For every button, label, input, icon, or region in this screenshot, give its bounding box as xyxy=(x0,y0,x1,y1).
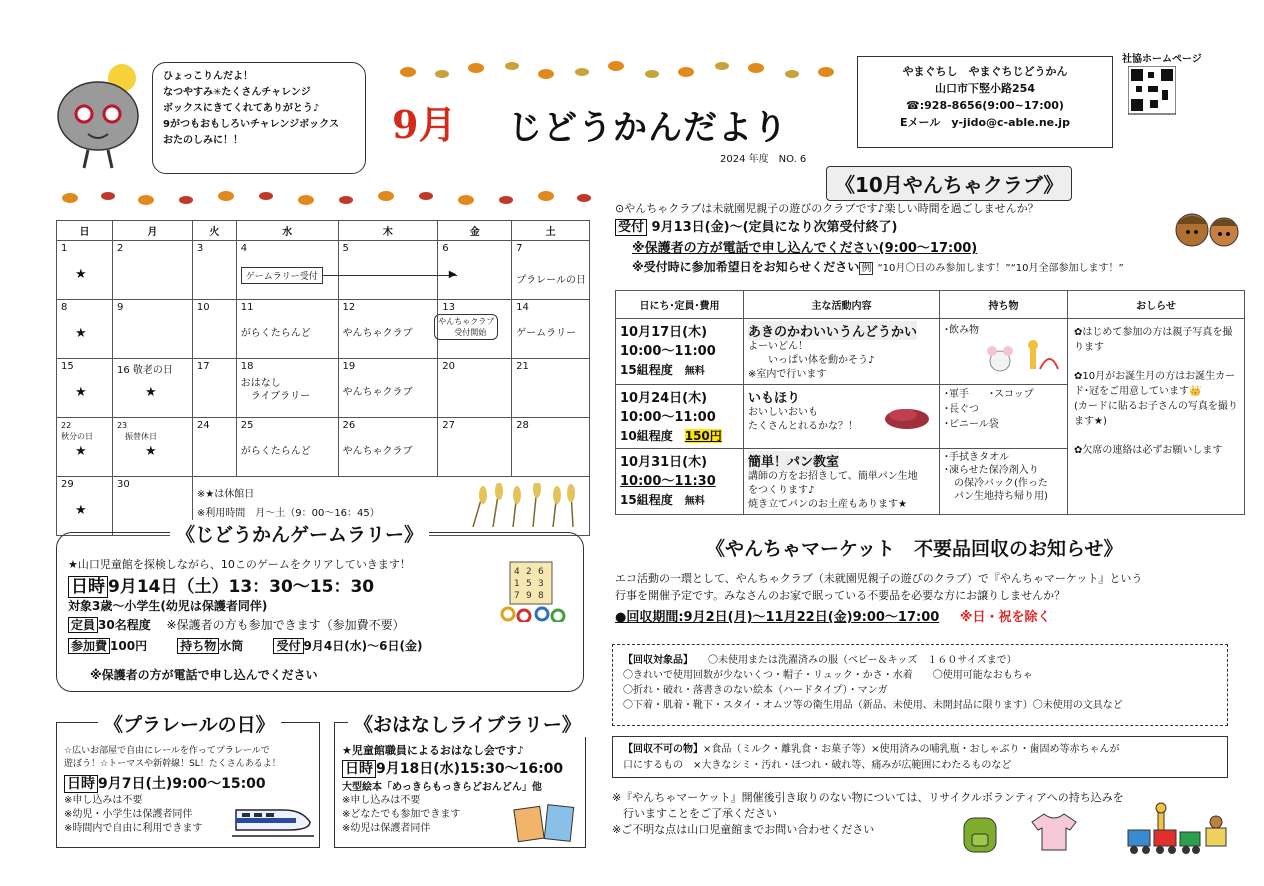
calendar-day: 11 がらくたらんど xyxy=(236,300,338,359)
calendar-day: 3 xyxy=(192,241,236,300)
title-month: 9月 xyxy=(392,102,457,147)
notice-cell xyxy=(1068,319,1245,515)
email: Eメール y-jido@c-able.ne.jp xyxy=(900,116,1070,129)
picture-books-icon xyxy=(512,802,580,844)
event-fee: 無料 xyxy=(684,496,705,507)
calendar-day: 14 ゲームラリー xyxy=(512,300,590,359)
market-period-row xyxy=(615,606,1050,625)
example-text: “10月〇日のみ参加します！”“10月全部参加します！” xyxy=(877,263,1124,274)
weekday-header: 木 xyxy=(338,221,438,241)
game-fee-row xyxy=(68,637,423,654)
date-label: 日時 xyxy=(342,760,376,778)
fee-label: 参加費 xyxy=(68,638,110,654)
notice-item: ✿はじめて参加の方は親子写真を撮ります xyxy=(1074,327,1233,353)
calendar-event: ゲームラリー xyxy=(516,328,577,339)
footer-line: ※ご不明な点は山口児童館までお問い合わせください xyxy=(612,823,875,836)
date-cell xyxy=(616,319,744,385)
weekday-header: 水 xyxy=(236,221,338,241)
speech-line: なつやすみ✳たくさんチャレンジ xyxy=(163,87,311,98)
calendar-day: 10 xyxy=(192,300,236,359)
toy-train-giraffe-icon xyxy=(1124,802,1232,856)
accepted-title: 【回収対象品】 xyxy=(623,655,688,666)
plarail-notes xyxy=(64,794,202,836)
rejected-item: 口にするもの ×大きなシミ・汚れ・ほつれ・破れ等、痛みが広範囲にわたるものなど xyxy=(623,760,1012,771)
arrow-head-icon: ▶ xyxy=(448,269,457,280)
calendar-day: 26 やんちゃクラブ xyxy=(338,418,438,477)
example-label: 例 xyxy=(861,263,872,274)
game-target-row xyxy=(68,597,267,614)
table-header: 日にち･定員･費用 xyxy=(616,291,744,319)
item: ･凍らせた保冷剤入り xyxy=(944,465,1039,476)
accepted-items-box xyxy=(612,644,1228,726)
svg-text:5: 5 xyxy=(526,579,532,589)
calendar-day: 15 ★ xyxy=(57,359,113,418)
closed-note: ※★は休館日 xyxy=(196,489,255,500)
activity-desc: いっぱい体を動かそう♪ xyxy=(748,355,875,366)
item: の保冷バック(作った xyxy=(944,478,1048,489)
calendar-day: 6 xyxy=(438,241,512,300)
svg-text:6: 6 xyxy=(538,567,544,577)
event-capacity: 15組程度 xyxy=(620,363,673,377)
rejected-item: ×食品（ミルク・離乳食・お菓子等）×使用済みの哺乳瓶・おしゃぶり・歯固め等赤ちゃんが xyxy=(703,744,1120,755)
qr-code-icon[interactable] xyxy=(1128,66,1176,122)
desc-line: ☆広いお部屋で自由にレールを作ってプラレールで xyxy=(64,746,270,756)
weekday-header: 月 xyxy=(112,221,192,241)
calendar-event: おはなし ライブラリー xyxy=(240,378,311,402)
calendar-day: 24 xyxy=(192,418,236,477)
calendar-day: 30 xyxy=(112,477,192,536)
game-fee: 100円 xyxy=(110,639,148,653)
calendar-event: やんちゃクラブ xyxy=(342,387,413,398)
capacity-note: ※保護者の方も参加できます（参加費不要） xyxy=(166,618,405,632)
game-rally-title: 《じどうかんゲームラリー》 xyxy=(170,520,429,547)
activity-desc: 講師の方をお招きして、簡単パン生地 xyxy=(748,471,918,482)
note-line: ※幼児は保護者同伴 xyxy=(342,823,431,834)
activity-title: 簡単！パン教室 xyxy=(748,451,839,470)
date-cell xyxy=(616,449,744,515)
bullet-train-icon xyxy=(232,800,314,842)
closed-star: ★ xyxy=(75,326,87,341)
svg-text:4: 4 xyxy=(514,567,520,577)
mouse-giraffe-icon xyxy=(980,339,1060,377)
hyokkorin-character-illustration xyxy=(48,64,154,174)
accepted-item: 〇折れ・破れ・落書きのない絵本（ハードタイプ）・マンガ xyxy=(623,685,888,696)
yancha-phone-note: ※保護者の方が電話で申し込んでください(9:00～17:00) xyxy=(632,241,978,256)
library-title: 《おはなしライブラリー》 xyxy=(348,710,587,737)
calendar-day: 22 秋分の日 ★ xyxy=(57,418,113,477)
items-cell xyxy=(940,385,1068,449)
plarail-title: 《プラレールの日》 xyxy=(98,710,281,737)
closed-star: ★ xyxy=(75,503,87,518)
speech-bubble xyxy=(152,62,366,174)
target-label: 対象 xyxy=(68,599,93,613)
library-notes xyxy=(342,794,460,836)
reception-label: 受付 xyxy=(273,638,303,654)
arrow-line xyxy=(307,275,457,276)
backpack-icon xyxy=(958,810,1002,854)
yancha-intro: ⊙やんちゃクラブは未就園児親子の遊びのクラブです♪楽しい時間を過ごしませんか？ xyxy=(615,202,1039,215)
period-note: ※日・祝を除く xyxy=(959,610,1051,625)
info-line: やまぐちし やまぐちじどうかん xyxy=(902,65,1068,78)
game-reception: 9月4日(水)～6日(金) xyxy=(303,639,423,653)
acorn-characters-icon xyxy=(1168,198,1248,250)
activity-cell xyxy=(744,449,940,515)
plarail-date-row xyxy=(64,773,266,793)
hours-note: ※利用時間 月～土（9：00～16：45） xyxy=(196,508,380,519)
yancha-schedule-table xyxy=(615,290,1245,515)
yancha-reception-box: やんちゃクラブ 受付開始 xyxy=(434,314,498,340)
event-capacity: 10組程度 xyxy=(620,429,673,443)
library-desc: ★児童館職員によるおはなし会です♪ xyxy=(342,744,524,757)
event-time: 10:00～11:00 xyxy=(620,410,716,425)
calendar-day: 28 xyxy=(512,418,590,477)
autumn-leaves-garland-icon xyxy=(56,184,596,212)
calendar-event: がらくたらんど xyxy=(240,328,311,339)
activity-cell xyxy=(744,319,940,385)
calendar-day: 23 振替休日 ★ xyxy=(112,418,192,477)
calendar-day: 25 がらくたらんど xyxy=(236,418,338,477)
sweet-potato-icon xyxy=(883,401,931,435)
calendar-day: 19 やんちゃクラブ xyxy=(338,359,438,418)
activity-desc: をつくります♪ xyxy=(748,485,815,496)
footer-line: ※『やんちゃマーケット』開催後引き取りのない物については、リサイクルボランティアへの持ち込みを xyxy=(612,791,1124,804)
event-capacity: 15組程度 xyxy=(620,493,673,507)
calendar-day: 2 xyxy=(112,241,192,300)
calendar-day: 4 ゲームラリー受付 ▶ xyxy=(236,241,338,300)
item: ･手拭きタオル xyxy=(944,452,1009,463)
note-line: ※幼児・小学生は保護者同伴 xyxy=(64,809,193,820)
calendar-day: 18 おはなし ライブラリー xyxy=(236,359,338,418)
closed-star: ★ xyxy=(75,444,87,459)
item: ･軍手 ･スコップ xyxy=(944,389,1034,400)
september-calendar xyxy=(56,220,590,536)
table-header: おしらせ xyxy=(1068,291,1245,319)
calendar-day: 21 xyxy=(512,359,590,418)
calendar-event: やんちゃクラブ xyxy=(342,328,413,339)
library-date: 9月18日(水)15:30～16:00 xyxy=(376,761,564,777)
yancha-reception: 9月13日(金)～(定員になり次第受付終了) xyxy=(651,220,898,235)
game-item: 水筒 xyxy=(219,639,244,653)
calendar-day: 27 xyxy=(438,418,512,477)
plarail-date: 9月7日(土)9:00～15:00 xyxy=(98,776,266,792)
bingo-game-icon xyxy=(494,558,570,622)
calendar-day: 20 xyxy=(438,359,512,418)
library-book: 大型絵本「めっきらもっきらどおんどん」他 xyxy=(342,782,542,793)
date-label: 日時 xyxy=(68,576,108,598)
yancha-reception-row xyxy=(615,216,897,235)
phone: ☎:928-8656(9:00~17:00) xyxy=(906,99,1064,112)
date-label: 日時 xyxy=(64,775,98,793)
note-line: ※どなたでも参加できます xyxy=(342,809,461,820)
note-line: ※時間内で自由に利用できます xyxy=(64,823,203,834)
newsletter-title: じどうかんだより xyxy=(508,108,788,148)
market-title: 《やんちゃマーケット 不要品回収のお知らせ》 xyxy=(706,538,1123,560)
autumn-leaves-garland-icon xyxy=(396,56,836,84)
address: 山口市下竪小路254 xyxy=(935,82,1035,95)
event-time: 10:00～11:00 xyxy=(620,344,716,359)
calendar-event: プラレールの日 xyxy=(516,275,586,286)
rejected-title: 【回収不可の物】 xyxy=(623,744,703,755)
closed-star: ★ xyxy=(144,444,157,459)
table-header: 持ち物 xyxy=(940,291,1068,319)
svg-text:2: 2 xyxy=(526,567,532,577)
plarail-desc xyxy=(64,745,281,771)
item: ･長ぐつ xyxy=(944,404,979,415)
weekday-header: 日 xyxy=(57,221,113,241)
weekday-header: 土 xyxy=(512,221,590,241)
svg-text:9: 9 xyxy=(526,591,532,601)
item: ･ビニール袋 xyxy=(944,419,999,430)
svg-text:8: 8 xyxy=(538,591,544,601)
game-lead: ★山口児童館を探検しながら、10このゲームをクリアしていきます！ xyxy=(68,558,411,571)
contact-info-box xyxy=(857,56,1113,148)
library-date-row xyxy=(342,758,563,778)
event-fee: 150円 xyxy=(684,429,722,443)
market-desc xyxy=(615,570,1142,604)
desc-line: 行事を開催予定です。みなさんのお家で眠っている不要品を必要な方にお譲りしませんか？ xyxy=(615,589,1066,602)
accepted-item: 〇未使用または洗濯済みの服（ベビー＆キッズ １６０サイズまで） xyxy=(708,655,1017,666)
game-capacity: 30名程度 xyxy=(98,618,151,632)
desc-line: エコ活動の一環として、やんちゃクラブ（未就園児親子の遊びのクラブ）で『やんちゃマーケット』という xyxy=(615,572,1143,585)
date-cell xyxy=(616,385,744,449)
weekday-header: 金 xyxy=(438,221,512,241)
capacity-label: 定員 xyxy=(68,617,98,633)
activity-desc: よーいどん！ xyxy=(748,341,808,352)
speech-line: 9がつもおもしろいチャレンジボックス xyxy=(163,119,340,130)
notice-item: (カードに貼るお子さんの写真を撮ります★) xyxy=(1074,401,1238,427)
closed-star: ★ xyxy=(144,385,157,400)
game-rally-reception-box: ゲームラリー受付 xyxy=(241,267,323,284)
speech-line: ボックスにきてくれてありがとう♪ xyxy=(163,103,320,114)
weekday-header: 火 xyxy=(192,221,236,241)
table-row xyxy=(616,319,1245,385)
calendar-day: 9 xyxy=(112,300,192,359)
svg-text:7: 7 xyxy=(514,591,520,601)
table-header: 主な活動内容 xyxy=(744,291,940,319)
items-cell xyxy=(940,449,1068,515)
speech-line: おたのしみに！！ xyxy=(163,135,243,146)
activity-desc: たくさんとれるかな？！ xyxy=(748,421,858,432)
calendar-day: 12 やんちゃクラブ xyxy=(338,300,438,359)
calendar-event: がらくたらんど xyxy=(240,446,311,457)
activity-title: いもほり xyxy=(748,391,801,406)
yancha-date-note-row xyxy=(632,258,1124,275)
activity-cell xyxy=(744,385,940,449)
game-note: ※保護者の方が電話で申し込んでください xyxy=(90,668,318,682)
accepted-item: 〇きれいで使用回数が少ないくつ・帽子・リュック・かさ・水着 〇使用可能なおもちゃ xyxy=(623,670,1033,681)
event-time: 10:00～11:30 xyxy=(620,474,716,489)
calendar-day: 1 ★ xyxy=(57,241,113,300)
collection-period: ●回収期間:9月2日(月)～11月22日(金)9:00～17:00 xyxy=(615,610,940,625)
note-line: ※申し込みは不要 xyxy=(64,795,143,806)
game-capacity-row xyxy=(68,616,405,633)
calendar-day: 5 xyxy=(338,241,438,300)
calendar-day: 17 xyxy=(192,359,236,418)
desc-line: 遊ぼう！☆トーマスや新幹線！SL！たくさんあるよ！ xyxy=(64,759,281,769)
event-date: 10月17日(木) xyxy=(620,325,708,340)
closed-star: ★ xyxy=(75,385,87,400)
svg-text:3: 3 xyxy=(538,579,544,589)
item: ･飲み物 xyxy=(944,325,979,336)
calendar-day: 16 敬老の日 ★ xyxy=(112,359,192,418)
calendar-day: 8 ★ xyxy=(57,300,113,359)
activity-desc: おいしいおいも xyxy=(748,407,818,418)
items-cell xyxy=(940,319,1068,385)
event-fee: 無料 xyxy=(684,366,705,377)
calendar-event: やんちゃクラブ xyxy=(342,446,413,457)
game-date: 9月14日（土）13：30～15：30 xyxy=(108,577,375,597)
closed-star: ★ xyxy=(75,267,87,282)
footer-line: 行いますことをご了承ください xyxy=(612,807,777,820)
speech-line: ひょっこりんだよ！ xyxy=(163,71,253,82)
rejected-items-box xyxy=(612,736,1228,778)
yancha-title: 《10月やんちゃクラブ》 xyxy=(826,166,1072,201)
pampas-grass-icon xyxy=(463,483,583,527)
qr-label: 社協ホームページ xyxy=(1122,54,1202,65)
svg-text:1: 1 xyxy=(514,579,520,589)
issue-number: 2024 年度 NO. 6 xyxy=(720,154,807,165)
calendar-day: 29 ★ xyxy=(57,477,113,536)
t-shirt-icon xyxy=(1030,812,1078,852)
game-date-row xyxy=(68,572,374,597)
accepted-item: 〇下着・肌着・靴下・スタイ・オムツ等の衛生用品（新品、未使用、未開封品に限ります）〇未使用の文具など xyxy=(623,700,1123,711)
activity-desc: ※室内で行います xyxy=(748,369,827,380)
activity-title: あきのかわいいうんどうかい xyxy=(748,321,917,340)
calendar-day: 7 プラレールの日 xyxy=(512,241,590,300)
activity-desc: 焼き立てパンのお土産もあります★ xyxy=(748,499,907,510)
event-date: 10月31日(木) xyxy=(620,455,708,470)
notice-item: ✿欠席の連絡は必ずお願いします xyxy=(1074,445,1223,456)
calendar-day: 13 やんちゃクラブ 受付開始 xyxy=(438,300,512,359)
game-target: 3歳～小学生(幼児は保護者同伴) xyxy=(92,599,268,613)
item: パン生地持ち帰り用) xyxy=(944,491,1048,502)
reception-label: 受付 xyxy=(615,219,647,236)
notice-item: ✿10月がお誕生月の方はお誕生カード･冠をご用意しています👑 xyxy=(1074,371,1236,397)
event-date: 10月24日(木) xyxy=(620,391,708,406)
date-note: ※受付時に参加希望日をお知らせください xyxy=(632,260,860,274)
note-line: ※申し込みは不要 xyxy=(342,795,421,806)
item-label: 持ち物 xyxy=(177,638,219,654)
